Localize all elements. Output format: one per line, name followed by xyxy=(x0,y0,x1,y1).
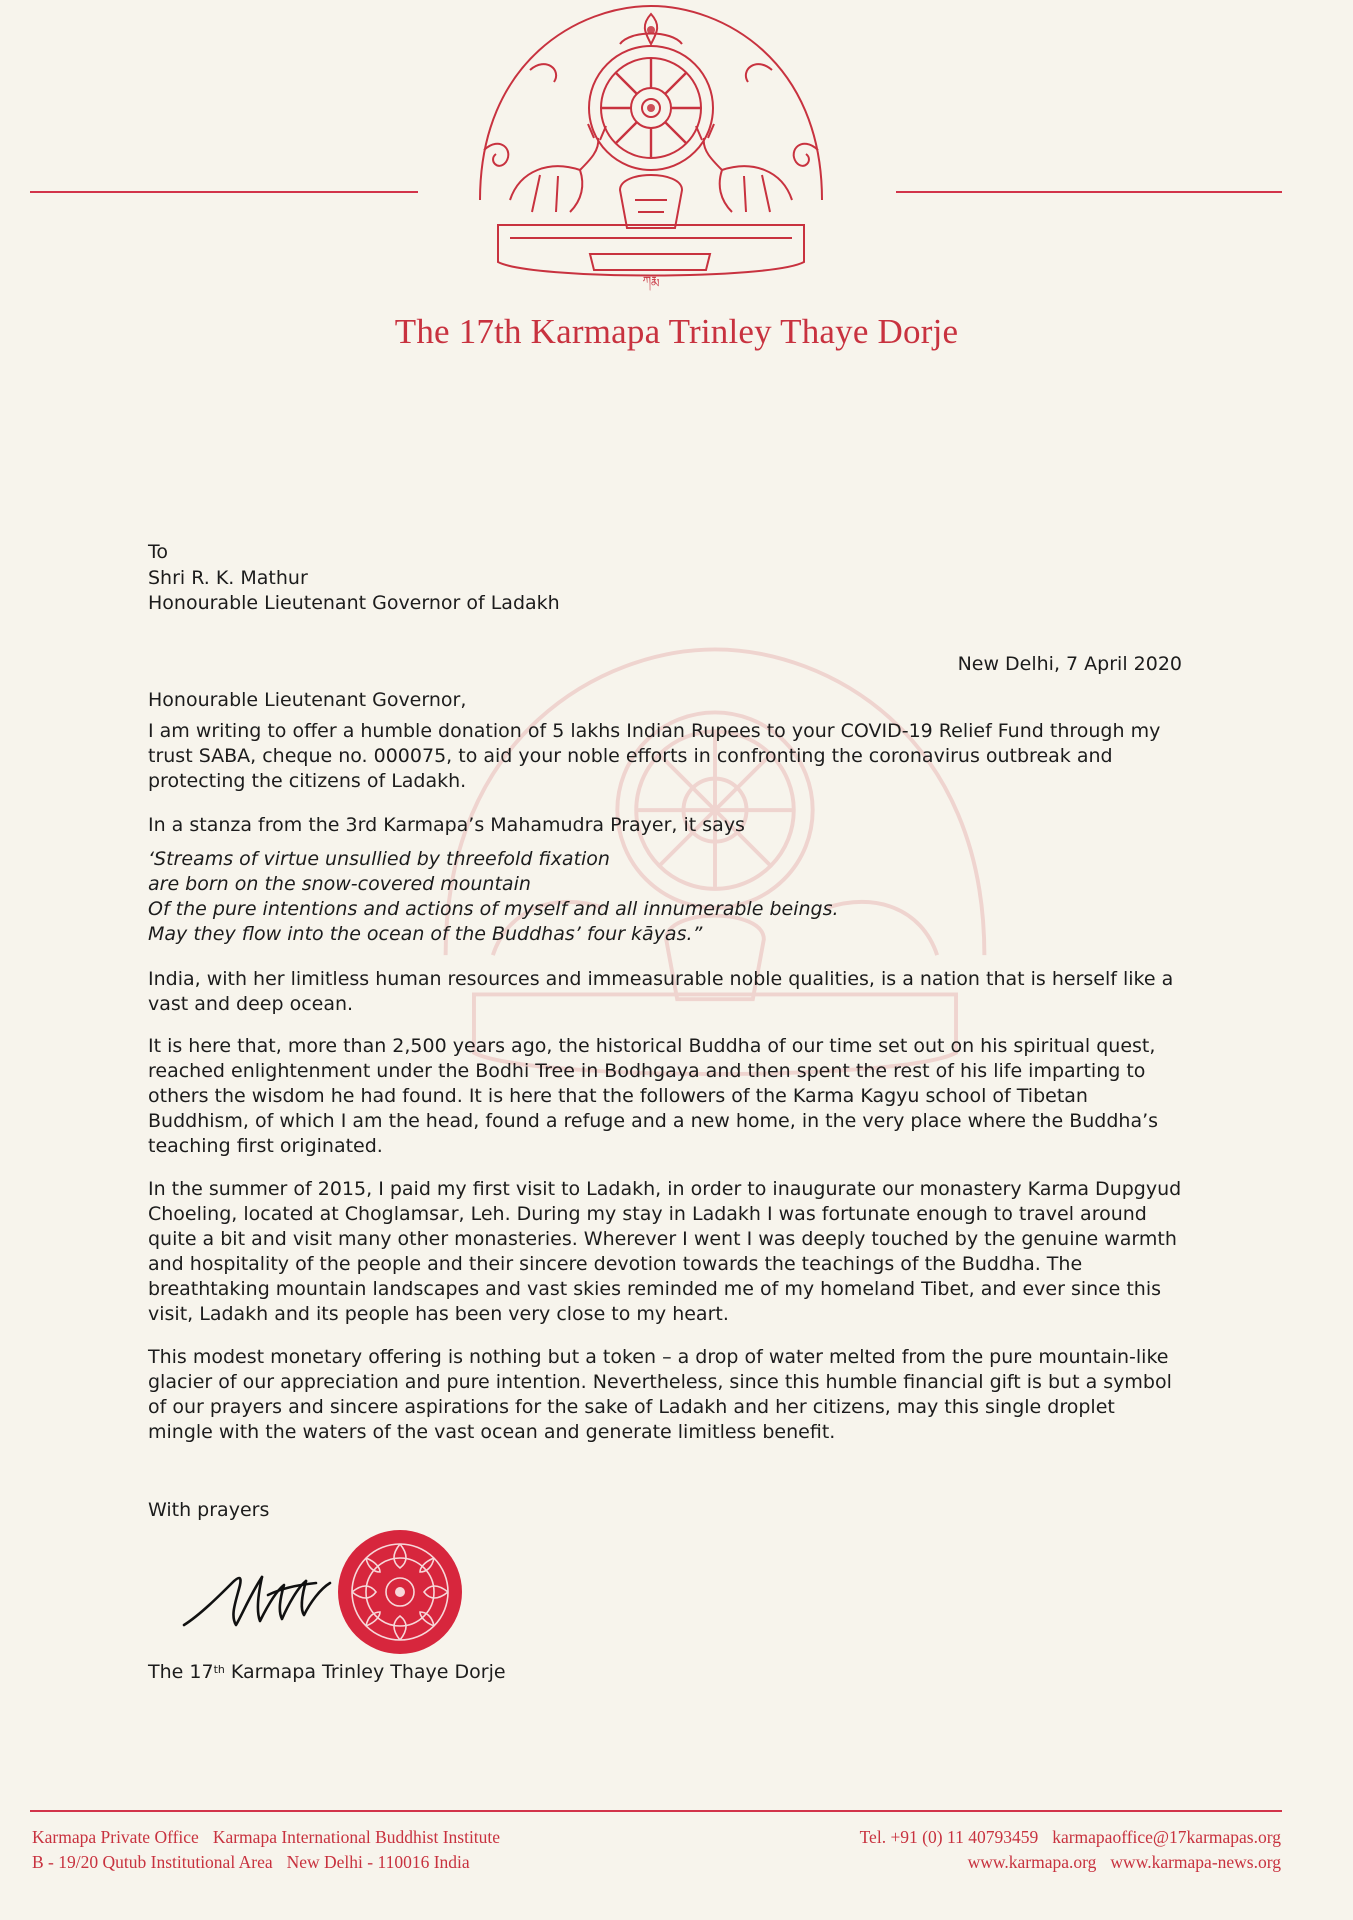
footer-news-link[interactable]: www.karmapa-news.org xyxy=(1110,1852,1281,1872)
red-seal-icon xyxy=(336,1528,464,1656)
verse-line: Of the pure intentions and actions of myself and all innumerable beings. xyxy=(148,898,839,920)
closing: With prayers xyxy=(148,1499,270,1521)
footer-phone[interactable]: Tel. +91 (0) 11 40793459 xyxy=(859,1827,1039,1847)
footer-rule xyxy=(30,1810,1282,1812)
recipient-to: To xyxy=(148,541,169,563)
verse-line: ‘Streams of virtue unsullied by threefold fixation xyxy=(148,848,610,870)
paragraph-prayer-intro: In a stanza from the 3rd Karmapa’s Mahamudra Prayer, it says xyxy=(148,814,745,836)
salutation: Honourable Lieutenant Governor, xyxy=(148,689,467,711)
dharma-wheel-emblem-icon xyxy=(470,0,832,292)
paragraph-buddha-history: It is here that, more than 2,500 years ago, the historical Buddha of our time set out on his spiritual quest, reached enlightenment under the Bodhi Tree in Bodhgaya and then spent the rest of his life imparting to others the wisdom he had found. It is here that the followers of the Karma Kagyu school of Tibetan Buddhism, of which I am the head, found a refuge and a new home, in the very place where the Buddha’s teaching first originated. xyxy=(148,1035,1159,1157)
recipient-block xyxy=(148,540,1183,617)
paragraph-ladakh-visit: In the summer of 2015, I paid my first visit to Ladakh, in order to inaugurate our monastery Karma Dupgyud Choeling, located at Choglamsar, Leh. During my stay in Ladakh I was fortunate enough to travel around quite a bit and visit many other monasteries. Wherever I went I was deeply touched by the genuine warmth and hospitality of the people and their sincere devotion towards the teachings of the Buddha. The breathtaking mountain landscapes and vast skies reminded me of my homeland Tibet, and ever since this visit, Ladakh and its people has been very close to my heart. xyxy=(148,1178,1182,1325)
svg-text:ཀརྨ: ཀརྨ xyxy=(642,274,660,288)
signatory-name xyxy=(148,1657,1183,1685)
footer-address xyxy=(32,1825,500,1875)
recipient-title: Honourable Lieutenant Governor of Ladakh xyxy=(148,592,560,614)
handwritten-signature xyxy=(180,1555,340,1645)
letter-date: New Delhi, 7 April 2020 xyxy=(957,653,1182,675)
footer-office: Karmapa Private Office xyxy=(32,1827,199,1847)
signatory-prefix: The 17 xyxy=(148,1661,214,1683)
header-rule-left xyxy=(30,191,418,193)
footer-institute: Karmapa International Buddhist Institute xyxy=(212,1827,501,1847)
signatory-rest: Karmapa Trinley Thaye Dorje xyxy=(224,1661,506,1683)
paragraph-india: India, with her limitless human resources and immeasurable noble qualities, is a nation that is herself like a vast and deep ocean. xyxy=(148,968,1174,1015)
prayer-verse xyxy=(148,847,1183,947)
letterhead-title: The 17th Karmapa Trinley Thaye Dorje xyxy=(394,312,959,351)
footer-street: B - 19/20 Qutub Institutional Area xyxy=(32,1852,273,1872)
signatory-ordinal: th xyxy=(213,1663,225,1676)
verse-line: May they flow into the ocean of the Buddhas’ four kāyas.” xyxy=(148,923,703,945)
footer-email-link[interactable]: karmapaoffice@17karmapas.org xyxy=(1052,1827,1281,1847)
recipient-name: Shri R. K. Mathur xyxy=(148,566,308,589)
paragraph-offering: This modest monetary offering is nothing but a token – a drop of water melted from the pure mountain-like glacier of our appreciation and pure intention. Nevertheless, since this humble financial gift is but a symbol of our prayers and sincere aspirations for the sake of Ladakh and her citizens, may this single droplet mingle with the waters of the vast ocean and generate limitless benefit. xyxy=(148,1346,1172,1443)
footer-website-link[interactable]: www.karmapa.org xyxy=(967,1852,1097,1872)
paragraph-donation: I am writing to offer a humble donation of 5 lakhs Indian Rupees to your COVID-19 Relief Fund through my trust SABA, cheque no. 000075, to aid your noble efforts in confronting the coronavirus outbreak and protecting the citizens of Ladakh. xyxy=(148,720,1161,792)
footer-contact xyxy=(860,1825,1281,1875)
verse-line: are born on the snow-covered mountain xyxy=(148,873,531,895)
header-rule-right xyxy=(896,191,1282,193)
footer-city: New Delhi - 110016 India xyxy=(286,1852,470,1872)
